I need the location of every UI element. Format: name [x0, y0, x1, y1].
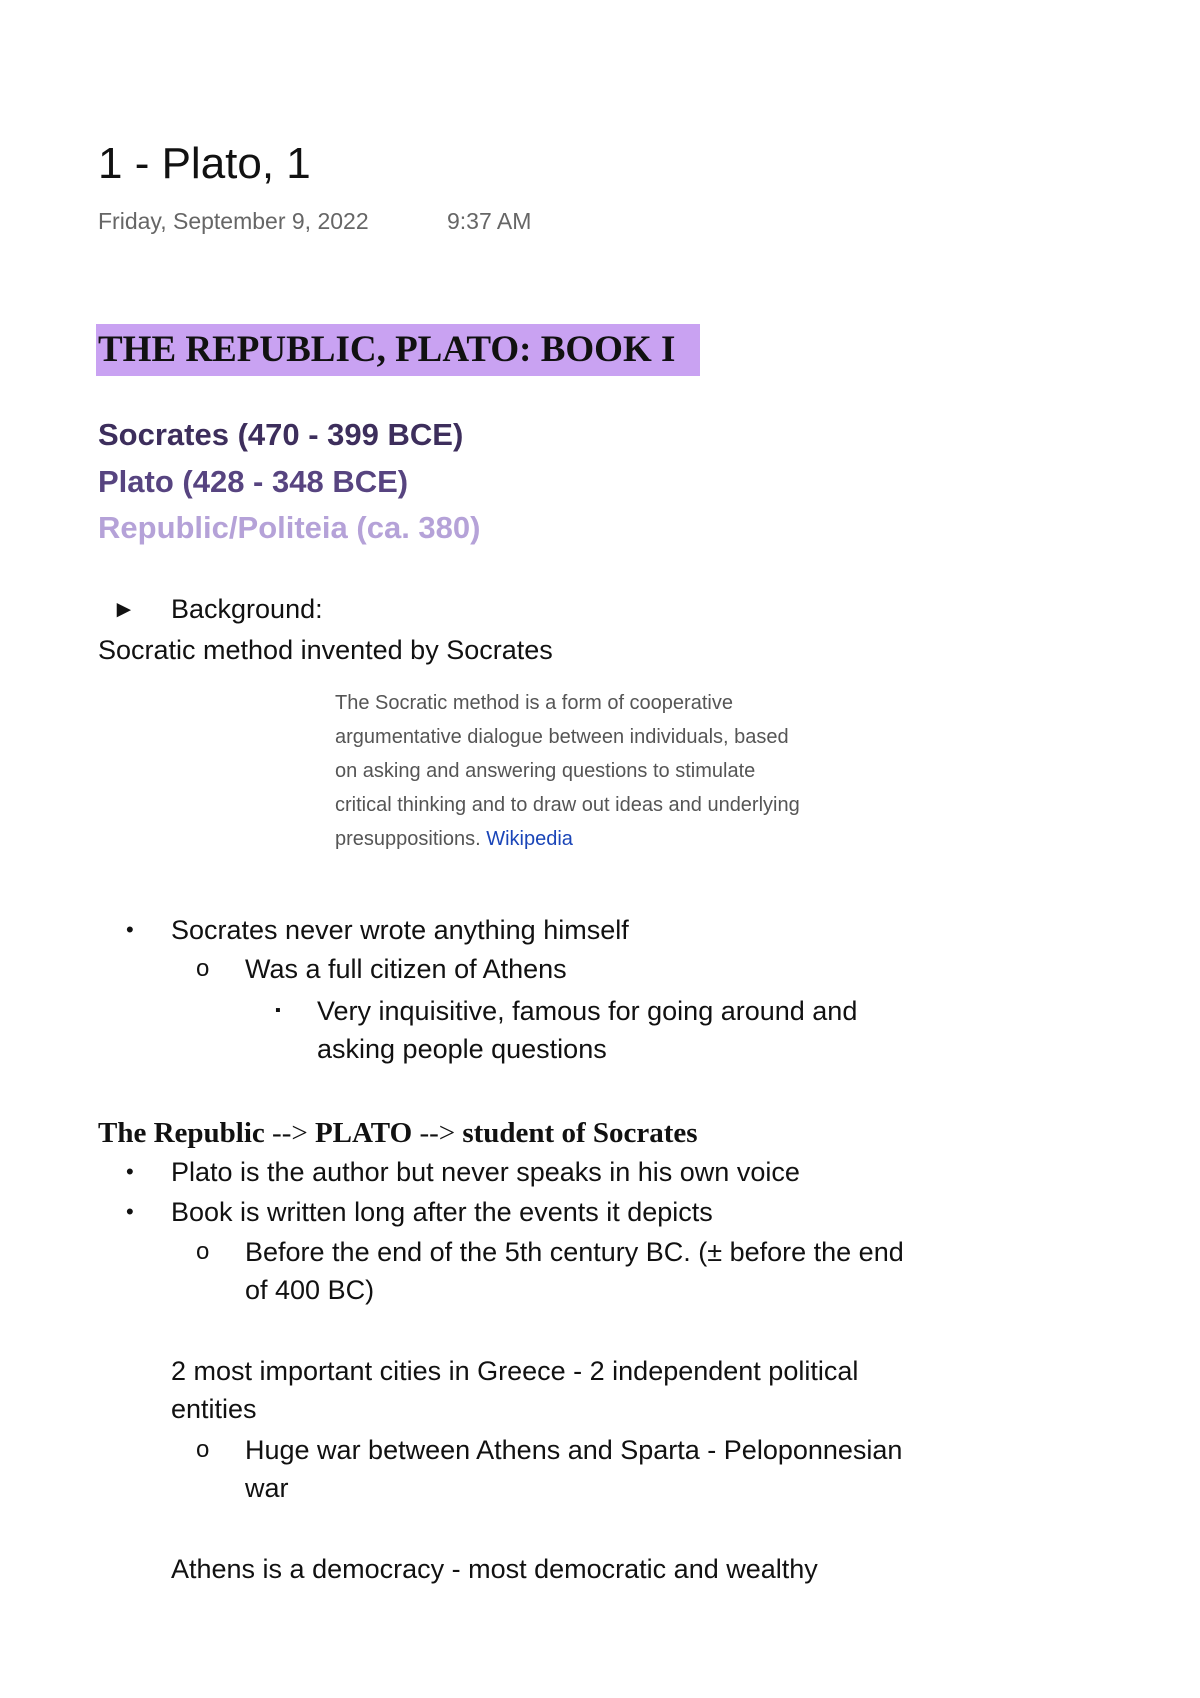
list-item: Before the end of the 5th century BC. (± before the end: [245, 1237, 904, 1267]
note-date: Friday, September 9, 2022: [98, 208, 369, 234]
wikipedia-quote: [335, 686, 855, 856]
wikipedia-link[interactable]: Wikipedia: [486, 828, 573, 850]
background-label: Background:: [171, 594, 323, 624]
list-item-continued: asking people questions: [317, 1034, 607, 1064]
disc-bullet-icon: •: [126, 1159, 134, 1184]
socratic-method-line: Socratic method invented by Socrates: [98, 635, 553, 665]
list-item-continued: war: [245, 1473, 289, 1503]
paragraph-line: 2 most important cities in Greece - 2 independent political: [171, 1356, 859, 1386]
note-time: 9:37 AM: [447, 208, 532, 234]
republic-heading: [98, 1114, 698, 1152]
disc-bullet-icon: •: [126, 1199, 134, 1224]
heading-arrow: -->: [412, 1117, 463, 1149]
heading-part: The Republic: [98, 1117, 265, 1149]
quote-line: critical thinking and to draw out ideas and underlying: [335, 794, 800, 816]
heading-part: PLATO: [314, 1117, 413, 1149]
list-item: Socrates never wrote anything himself: [171, 915, 629, 945]
list-item: Plato is the author but never speaks in his own voice: [171, 1157, 800, 1187]
list-item: Book is written long after the events it depicts: [171, 1197, 713, 1227]
list-item: Huge war between Athens and Sparta - Peloponnesian: [245, 1435, 903, 1465]
heading-part: student of Socrates: [462, 1117, 698, 1149]
socrates-dates: Socrates (470 - 399 BCE): [98, 417, 464, 452]
square-bullet-icon: ▪: [275, 1002, 281, 1019]
paragraph-line: Athens is a democracy - most democratic and wealthy: [171, 1554, 818, 1584]
republic-date: Republic/Politeia (ca. 380): [98, 510, 481, 545]
quote-last-text: presuppositions.: [335, 828, 481, 850]
banner-heading: THE REPUBLIC, PLATO: BOOK I: [98, 329, 676, 370]
triangle-right-icon: ►: [112, 596, 136, 623]
circle-bullet-icon: o: [196, 1238, 210, 1265]
paragraph-line: entities: [171, 1394, 257, 1424]
quote-line-last: [335, 822, 855, 856]
page-title: 1 - Plato, 1: [98, 139, 311, 188]
quote-line: The Socratic method is a form of cooperative: [335, 692, 733, 714]
circle-bullet-icon: o: [196, 1436, 210, 1463]
list-item: Very inquisitive, famous for going around and: [317, 996, 858, 1026]
plato-dates: Plato (428 - 348 BCE): [98, 464, 409, 499]
list-item-continued: of 400 BC): [245, 1275, 375, 1305]
circle-bullet-icon: o: [196, 955, 210, 982]
list-item: Was a full citizen of Athens: [245, 954, 567, 984]
quote-line: on asking and answering questions to stimulate: [335, 760, 756, 782]
disc-bullet-icon: •: [126, 917, 134, 942]
quote-line: argumentative dialogue between individuals, based: [335, 726, 789, 748]
heading-arrow: -->: [264, 1117, 315, 1149]
